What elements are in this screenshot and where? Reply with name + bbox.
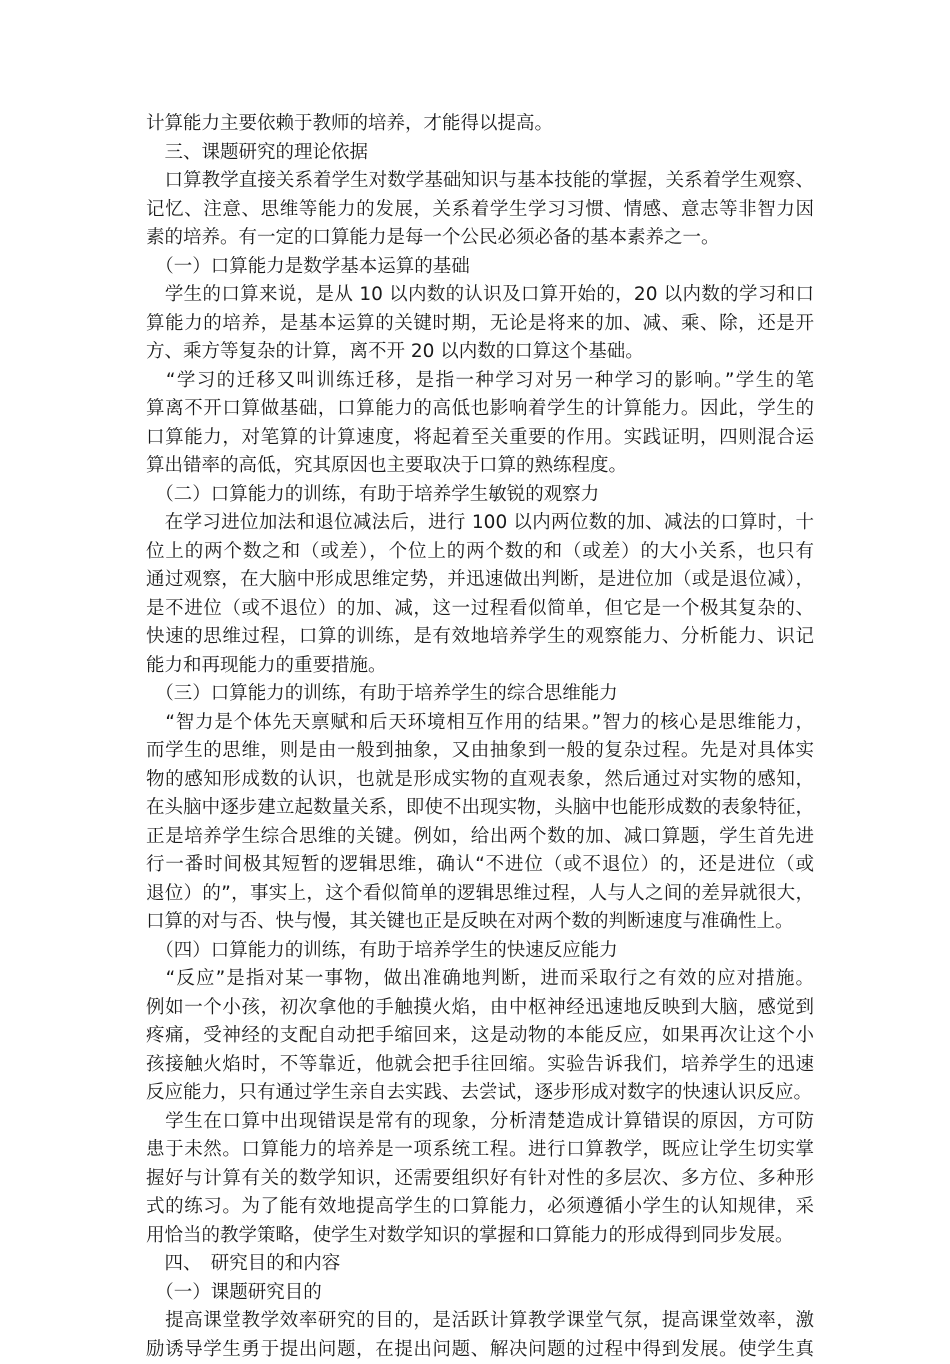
text-line: 能力和再现能力的重要措施。 [146, 652, 814, 681]
text-line: 计算能力主要依赖于教师的培养，才能得以提高。 [146, 110, 814, 139]
text-line: 学生的口算来说，是从 10 以内数的认识及口算开始的，20 以内数的学习和口 [146, 281, 814, 310]
text-line: 提高课堂教学效率研究的目的，是活跃计算教学课堂气氛，提高课堂效率，激 [146, 1307, 814, 1336]
text-line: 在学习进位加法和退位减法后，进行 100 以内两位数的加、减法的口算时，十 [146, 509, 814, 538]
text-line: “智力是个体先天禀赋和后天环境相互作用的结果。”智力的核心是思维能力， [146, 709, 814, 738]
text-line: 算出错率的高低，究其原因也主要取决于口算的熟练程度。 [146, 452, 814, 481]
text-line: 行一番时间极其短暂的逻辑思维，确认“不进位（或不退位）的，还是进位（或 [146, 851, 814, 880]
text-line: 口算教学直接关系着学生对数学基础知识与基本技能的掌握，关系着学生观察、 [146, 167, 814, 196]
text-line: 口算能力，对笔算的计算速度，将起着至关重要的作用。实践证明，四则混合运 [146, 424, 814, 453]
text-line: 孩接触火焰时，不等靠近，他就会把手往回缩。实验告诉我们，培养学生的迅速 [146, 1051, 814, 1080]
section-heading: 四、 研究目的和内容 [146, 1250, 814, 1279]
text-line: 算能力的培养，是基本运算的关键时期，无论是将来的加、减、乘、除，还是开 [146, 310, 814, 339]
text-line: “学习的迁移又叫训练迁移，是指一种学习对另一种学习的影响。”学生的笔 [146, 367, 814, 396]
text-line: 式的练习。为了能有效地提高学生的口算能力，必须遵循小学生的认知规律，采 [146, 1193, 814, 1222]
document-page [146, 110, 814, 1364]
text-line: 疼痛，受神经的支配自动把手缩回来，这是动物的本能反应，如果再次让这个小 [146, 1022, 814, 1051]
section-heading: （三）口算能力的训练，有助于培养学生的综合思维能力 [146, 680, 814, 709]
text-line: 记忆、注意、思维等能力的发展，关系着学生学习习惯、情感、意志等非智力因 [146, 196, 814, 225]
text-line: 物的感知形成数的认识，也就是形成实物的直观表象，然后通过对实物的感知， [146, 766, 814, 795]
text-line: 反应能力，只有通过学生亲自去实践、去尝试，逐步形成对数字的快速认识反应。 [146, 1079, 814, 1108]
text-line: 学生在口算中出现错误是常有的现象，分析清楚造成计算错误的原因，方可防 [146, 1108, 814, 1137]
text-line: 患于未然。口算能力的培养是一项系统工程。进行口算教学，既应让学生切实掌 [146, 1136, 814, 1165]
text-line: “反应”是指对某一事物，做出准确地判断，进而采取行之有效的应对措施。 [146, 965, 814, 994]
text-line: 方、乘方等复杂的计算，离不开 20 以内数的口算这个基础。 [146, 338, 814, 367]
section-heading: （一）课题研究目的 [146, 1279, 814, 1308]
text-line: 用恰当的教学策略，使学生对数学知识的掌握和口算能力的形成得到同步发展。 [146, 1222, 814, 1251]
text-line: 励诱导学生勇于提出问题，在提出问题、解决问题的过程中得到发展。使学生真 [146, 1336, 814, 1364]
text-line: 正是培养学生综合思维的关键。例如，给出两个数的加、减口算题，学生首先进 [146, 823, 814, 852]
text-line: 位上的两个数之和（或差），个位上的两个数的和（或差）的大小关系，也只有 [146, 538, 814, 567]
text-line: 口算的对与否、快与慢，其关键也正是反映在对两个数的判断速度与准确性上。 [146, 908, 814, 937]
text-line: 退位）的”，事实上，这个看似简单的逻辑思维过程，人与人之间的差异就很大， [146, 880, 814, 909]
text-line: 在头脑中逐步建立起数量关系，即使不出现实物，头脑中也能形成数的表象特征， [146, 794, 814, 823]
text-line: 而学生的思维，则是由一般到抽象，又由抽象到一般的复杂过程。先是对具体实 [146, 737, 814, 766]
section-heading: （四）口算能力的训练，有助于培养学生的快速反应能力 [146, 937, 814, 966]
text-line: 通过观察，在大脑中形成思维定势，并迅速做出判断，是进位加（或是退位减）， [146, 566, 814, 595]
text-line: 算离不开口算做基础，口算能力的高低也影响着学生的计算能力。因此，学生的 [146, 395, 814, 424]
text-line: 是不进位（或不退位）的加、减，这一过程看似简单，但它是一个极其复杂的、 [146, 595, 814, 624]
text-line: 握好与计算有关的数学知识，还需要组织好有针对性的多层次、多方位、多种形 [146, 1165, 814, 1194]
section-heading: （二）口算能力的训练，有助于培养学生敏锐的观察力 [146, 481, 814, 510]
section-heading: （一）口算能力是数学基本运算的基础 [146, 253, 814, 282]
text-line: 快速的思维过程，口算的训练，是有效地培养学生的观察能力、分析能力、识记 [146, 623, 814, 652]
text-line: 例如一个小孩，初次拿他的手触摸火焰，由中枢神经迅速地反映到大脑，感觉到 [146, 994, 814, 1023]
section-heading: 三、课题研究的理论依据 [146, 139, 814, 168]
text-line: 素的培养。有一定的口算能力是每一个公民必须必备的基本素养之一。 [146, 224, 814, 253]
